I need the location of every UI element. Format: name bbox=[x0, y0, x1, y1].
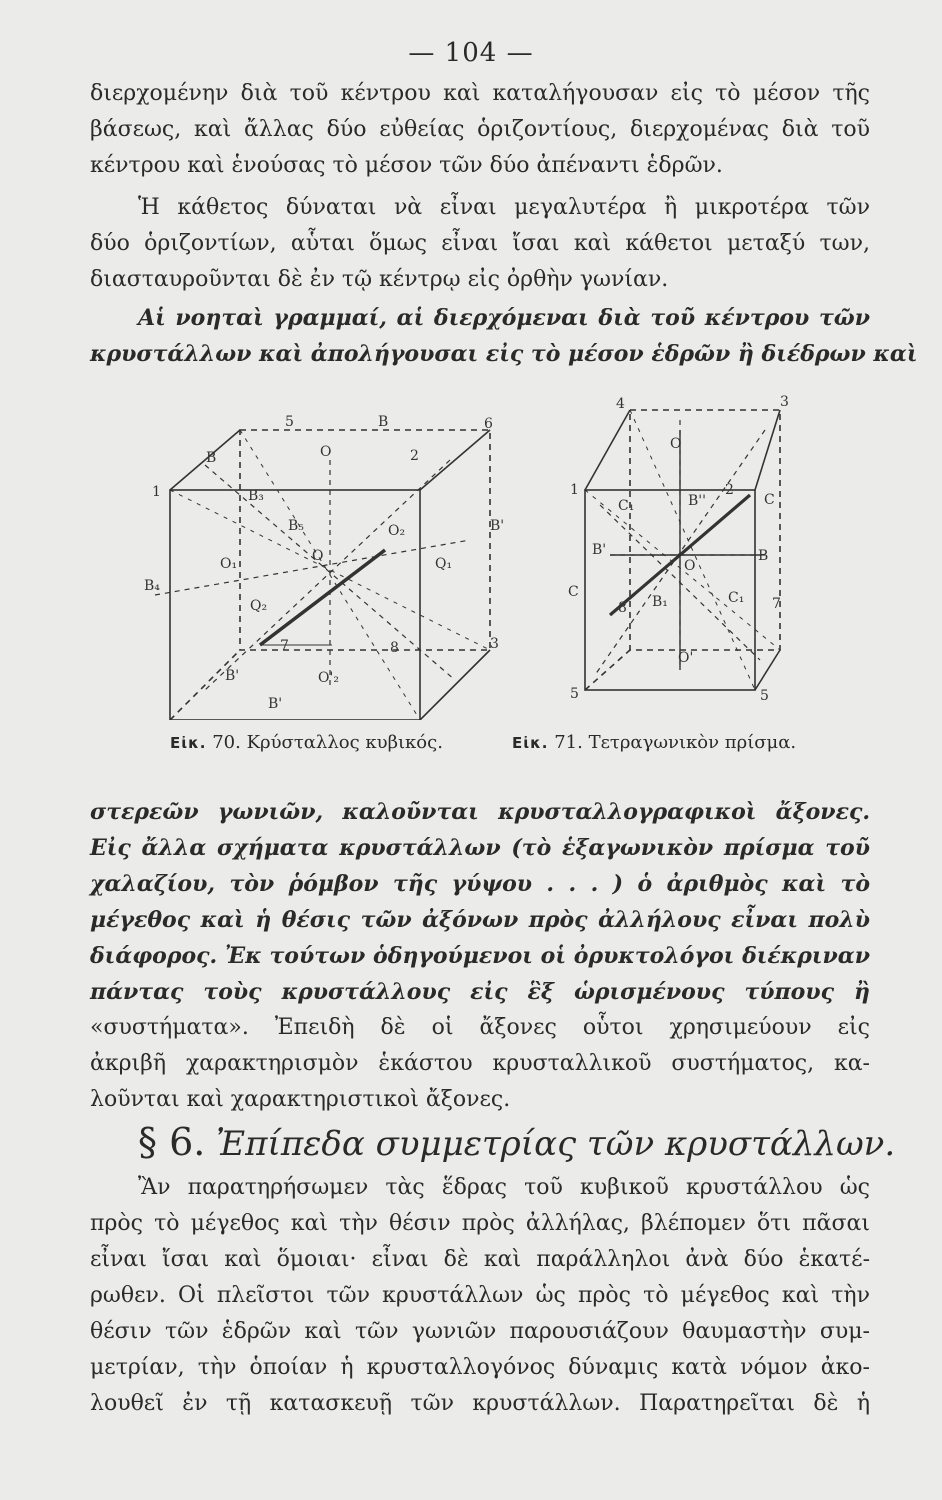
fig70-label: O₂ bbox=[388, 523, 406, 539]
text-line: δύο ὁριζοντίων, αὗται ὅμως εἶναι ἴσαι καὶ κάθετοι μεταξύ των, bbox=[90, 231, 870, 256]
text-line: ἀκριβῆ χαρακτηρισμὸν ἑκάστου κρυσταλλικοῦ συστήματος, κα- bbox=[90, 1051, 870, 1076]
fig70-label: Q₁ bbox=[435, 556, 453, 572]
cube-diagonal bbox=[205, 460, 453, 690]
fig71-label: C₁ bbox=[618, 498, 635, 514]
figure-captions bbox=[140, 732, 880, 762]
fig71-label: 2 bbox=[725, 482, 734, 498]
paragraph-5 bbox=[90, 1170, 870, 1422]
cube-edge bbox=[420, 650, 490, 720]
caption-fig-70 bbox=[170, 732, 443, 753]
fig71-label: B'' bbox=[688, 493, 706, 509]
text-line: Αἱ νοηταὶ γραμμαί, αἱ διερχόμεναι διὰ τοῦ κέντρου τῶν bbox=[138, 305, 870, 331]
fig70-label: O bbox=[312, 548, 324, 564]
cube-edge bbox=[170, 650, 240, 720]
fig71-label: O bbox=[684, 558, 696, 574]
fig70-label: B' bbox=[490, 518, 505, 534]
fig71-label: 7 bbox=[772, 596, 781, 612]
caption-number: 70. bbox=[212, 732, 241, 753]
section-number: § 6. bbox=[138, 1120, 206, 1164]
text-line: Ἂν παρατηρήσωμεν τὰς ἕδρας τοῦ κυβικοῦ κρυστάλλου ὡς bbox=[138, 1175, 870, 1200]
text-line: θέσιν τῶν ἑδρῶν καὶ τῶν γωνιῶν παρουσιάζουν θαυμαστὴν συμ- bbox=[90, 1319, 870, 1344]
crystal-figures bbox=[140, 390, 880, 720]
cube-edge bbox=[420, 430, 490, 490]
fig71-label: 5 bbox=[760, 688, 769, 704]
caption-tag: Εἰκ. bbox=[170, 734, 207, 752]
prism-diagonal bbox=[585, 490, 780, 650]
text-line: λουθεῖ ἐν τῇ κατασκευῇ τῶν κρυστάλλων. Παρατηρεῖται δὲ ἡ bbox=[90, 1391, 870, 1416]
text-line: κρυστάλλων καὶ ἀπολήγουσαι εἰς τὸ μέσον ἑδρῶν ἢ διέδρων καὶ bbox=[90, 341, 918, 367]
caption-tag: Εἰκ. bbox=[512, 734, 549, 752]
text-line: μετρίαν, τὴν ὁποίαν ἡ κρυσταλλογόνος δύναμις κατὰ νόμον ἀκο- bbox=[90, 1355, 870, 1380]
text-line: πάντας τοὺς κρυστάλλους εἰς ἓξ ὡρισμένους τύπους ἢ bbox=[90, 979, 870, 1005]
fig70-label: O bbox=[320, 444, 332, 460]
fig71-label: 1 bbox=[570, 482, 579, 498]
fig70-label: B' bbox=[225, 668, 240, 684]
fig70-label: B' bbox=[268, 696, 283, 712]
text-line: «συστήματα». Ἐπειδὴ δὲ οἱ ἄξονες οὗτοι χρησιμεύουν εἰς bbox=[90, 1015, 870, 1040]
fig71-label: B₁ bbox=[652, 594, 668, 610]
text-line: μέγεθος καὶ ἡ θέσις τῶν ἀξόνων πρὸς ἀλλήλους εἶναι πολὺ bbox=[90, 907, 870, 933]
fig71-label: 3 bbox=[780, 394, 789, 410]
text-line: διερχομένην διὰ τοῦ κέντρου καὶ καταλήγουσαν εἰς τὸ μέσον τῆς bbox=[90, 81, 870, 106]
text-line: πρὸς τὸ μέγεθος καὶ τὴν θέσιν πρὸς ἀλλήλας, βλέπομεν ὅτι πᾶσαι bbox=[90, 1211, 870, 1236]
caption-fig-71 bbox=[512, 732, 796, 753]
prism-edge bbox=[755, 410, 780, 490]
figure-71-prism bbox=[585, 410, 780, 690]
fig70-label: 7 bbox=[280, 638, 289, 654]
text-line: στερεῶν γωνιῶν, καλοῦνται κρυσταλλογραφικοὶ ἄξονες. bbox=[90, 799, 870, 825]
paragraph-3 bbox=[90, 300, 918, 372]
text-line: Ἡ κάθετος δύναται νὰ εἶναι μεγαλυτέρα ἢ μικροτέρα τῶν bbox=[138, 195, 870, 220]
cube-edge bbox=[170, 430, 240, 490]
text-line: διασταυροῦνται δὲ ἐν τῷ κέντρῳ εἰς ὀρθὴν γωνίαν. bbox=[90, 267, 669, 292]
fig71-label: C₁ bbox=[728, 590, 745, 606]
figures-block bbox=[140, 390, 880, 720]
page-number: — 104 — bbox=[408, 38, 534, 68]
prism-diagonal bbox=[630, 410, 755, 690]
section-title: Ἐπίπεδα συμμετρίας τῶν κρυστάλλων. bbox=[216, 1124, 896, 1164]
figure-70-labels bbox=[144, 414, 504, 712]
fig71-label: O bbox=[670, 436, 682, 452]
text-line: διάφορος. Ἐκ τούτων ὁδηγούμενοι οἱ ὀρυκτολόγοι διέκριναν bbox=[90, 943, 870, 969]
text-line: λοῦνται καὶ χαρακτηριστικοὶ ἄξονες. bbox=[90, 1087, 511, 1112]
text-line: βάσεως, καὶ ἄλλας δύο εὐθείας ὁριζοντίους, διερχομένας διὰ τοῦ bbox=[90, 117, 870, 142]
fig70-label: Q₂ bbox=[250, 598, 268, 614]
fig70-label: B₄ bbox=[144, 578, 160, 594]
fig71-label: C bbox=[764, 492, 775, 508]
caption-text: Τετραγωνικὸν πρίσμα. bbox=[588, 732, 797, 753]
fig70-label: O₁ bbox=[220, 556, 238, 572]
fig70-label: 8 bbox=[390, 640, 399, 656]
fig70-label: B bbox=[206, 450, 217, 466]
text-line: χαλαζίου, τὸν ῥόμβον τῆς γύψου . . . ) ὁ ἀριθμὸς καὶ τὸ bbox=[90, 871, 870, 897]
cube-solid-axis bbox=[260, 550, 385, 645]
paragraph-2 bbox=[90, 190, 870, 298]
prism-back-face bbox=[630, 410, 780, 650]
text-line: ρωθεν. Οἱ πλεῖστοι τῶν κρυστάλλων ὡς πρὸς τὸ μέγεθος καὶ τὴν bbox=[90, 1283, 870, 1308]
fig71-label: B' bbox=[592, 542, 607, 558]
fig70-label: 1 bbox=[152, 484, 161, 500]
fig71-label: 8 bbox=[618, 600, 627, 616]
fig70-label: 5 bbox=[285, 414, 294, 430]
text-line: εἶναι ἴσαι καὶ ὅμοιαι· εἶναι δὲ καὶ παράλληλοι ἀνὰ δύο ἑκατέ- bbox=[90, 1247, 870, 1272]
fig70-label: B bbox=[378, 414, 389, 430]
paragraph-4 bbox=[90, 794, 870, 1118]
text-line: Εἰς ἄλλα σχήματα κρυστάλλων (τὸ ἑξαγωνικὸν πρίσμα τοῦ bbox=[90, 835, 870, 861]
fig70-label: 3 bbox=[490, 636, 499, 652]
fig71-label: C bbox=[568, 584, 579, 600]
fig71-label: 4 bbox=[616, 396, 625, 412]
prism-edge bbox=[585, 650, 630, 690]
fig71-label: B bbox=[758, 548, 769, 564]
caption-number: 71. bbox=[554, 732, 583, 753]
fig71-label: O' bbox=[678, 650, 694, 666]
paragraph-1 bbox=[90, 76, 870, 184]
prism-edge bbox=[755, 650, 780, 690]
fig70-label: 6 bbox=[484, 416, 493, 432]
fig70-label: B₅ bbox=[288, 518, 304, 534]
fig70-label: O'₂ bbox=[318, 670, 339, 686]
prism-edge bbox=[585, 410, 630, 490]
fig70-label: B₃ bbox=[248, 488, 264, 504]
text-line: κέντρου καὶ ἑνούσας τὸ μέσον τῶν δύο ἀπέναντι ἑδρῶν. bbox=[90, 153, 723, 178]
fig70-label: 2 bbox=[410, 448, 419, 464]
section-heading bbox=[138, 1120, 895, 1164]
caption-text: Κρύσταλλος κυβικός. bbox=[246, 732, 443, 753]
fig71-label: 5 bbox=[570, 686, 579, 702]
